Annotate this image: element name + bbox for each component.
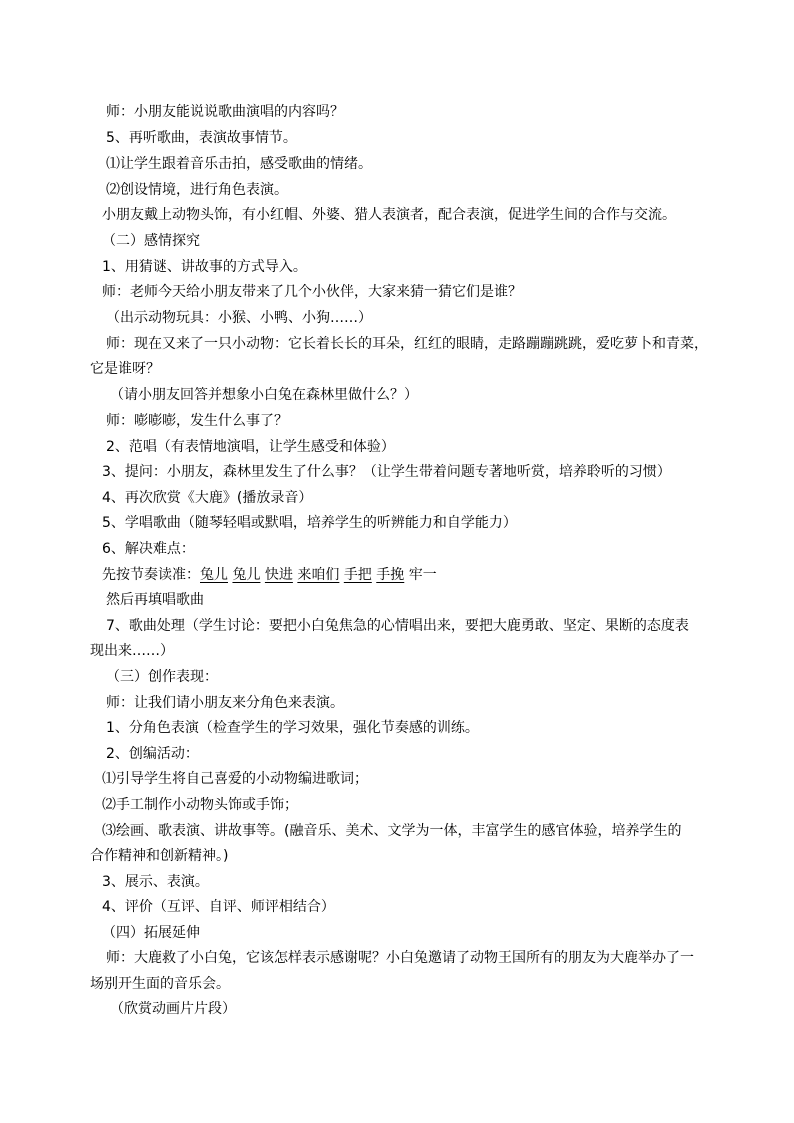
line-step-6-difficulty: 6、解决难点： xyxy=(102,541,195,557)
line-then-sing: 然后再填唱歌曲 xyxy=(106,592,204,608)
line-step-4-appreciate: 4、再次欣赏《大鹿》(播放录音） xyxy=(102,490,313,506)
line-step-5-listen xyxy=(106,128,297,148)
text: 5、再听歌曲，表演故事情节。 xyxy=(106,130,297,146)
line-create-3-cont: 合作精神和创新精神。) xyxy=(90,848,229,864)
line-step-7-cont: 现出来……） xyxy=(90,643,174,659)
line-teacher-riddle: 师：现在又来了一只小动物：它长着长长的耳朵，红红的眼睛，走路蹦蹦跳跳，爱吃萝卜和青菜， xyxy=(106,336,708,352)
line-rhythm-reading xyxy=(102,565,437,585)
rhythm-word: 手挽 xyxy=(376,567,405,583)
rhythm-word: 兔儿 xyxy=(232,567,261,583)
line-role-play: 小朋友戴上动物头饰，有小红帽、外婆、猎人表演者，配合表演，促进学生间的合作与交流。 xyxy=(102,207,676,223)
line-show-toys: （出示动物玩具：小猴、小鸭、小狗……） xyxy=(106,310,372,326)
line-step-5-learn: 5、学唱歌曲（随琴轻唱或默唱，培养学生的听辨能力和自学能力） xyxy=(102,515,517,531)
line-sub-2: ⑵创设情境，进行角色表演。 xyxy=(106,182,288,198)
section-heading-3: （三）创作表现： xyxy=(106,669,218,685)
line-teacher-question: 师：小朋友能说说歌曲演唱的内容吗？ xyxy=(106,104,344,120)
rhythm-word: 来咱们 xyxy=(297,567,340,583)
line-step-2-create: 2、创编活动： xyxy=(106,746,199,762)
rhythm-word: 手把 xyxy=(343,567,372,583)
rhythm-word: 兔儿 xyxy=(200,567,228,583)
line-teacher-roles: 师：让我们请小朋友来分角色来表演。 xyxy=(106,695,344,711)
line-step-7-process: 7、歌曲处理（学生讨论：要把小白兔焦急的心情唱出来，要把大鹿勇敢、坚定、果断的态度表 xyxy=(106,618,689,634)
line-create-1: ⑴引导学生将自己喜爱的小动物编进歌词； xyxy=(102,771,368,787)
rhythm-word: 牢一 xyxy=(408,567,437,583)
line-sub-1: ⑴让学生跟着音乐击拍，感受歌曲的情绪。 xyxy=(106,156,372,172)
line-watch-animation: （欣赏动画片片段） xyxy=(110,1001,236,1017)
line-teacher-concert-cont: 场别开生面的音乐会。 xyxy=(90,976,230,992)
line-teacher-sound: 师：嘭嘭嘭，发生什么事了？ xyxy=(106,413,288,429)
line-step-3-ask: 3、提问：小朋友，森林里发生了什么事？（让学生带着问题专著地听赏，培养聆听的习惯） xyxy=(102,464,671,480)
line-step-4-evaluate: 4、评价（互评、自评、师评相结合） xyxy=(102,899,335,915)
line-teacher-riddle-cont: 它是谁呀？ xyxy=(90,361,160,377)
line-create-2: ⑵手工制作小动物头饰或手饰； xyxy=(102,797,298,813)
rhythm-intro: 先按节奏读准： xyxy=(102,567,200,583)
section-heading-2: （二）感情探究 xyxy=(102,233,200,249)
line-step-1-roles: 1、分角色表演（检查学生的学习效果，强化节奏感的训练。 xyxy=(106,720,479,736)
section-heading-4: （四）拓展延伸 xyxy=(102,925,200,941)
line-teacher-intro: 师：老师今天给小朋友带来了几个小伙伴，大家来猜一猜它们是谁？ xyxy=(102,284,522,300)
line-step-3-show: 3、展示、表演。 xyxy=(102,874,209,890)
line-step-1-guess: 1、用猜谜、讲故事的方式导入。 xyxy=(102,259,307,275)
line-teacher-concert: 师：大鹿救了小白兔，它该怎样表示感谢呢？小白兔邀请了动物王国所有的朋友为大鹿举办了一 xyxy=(106,950,694,966)
line-step-2-demo: 2、范唱（有表情地演唱，让学生感受和体验） xyxy=(106,439,395,455)
rhythm-word: 快进 xyxy=(264,567,293,583)
line-create-3: ⑶绘画、歌表演、讲故事等。(融音乐、美术、文学为一体，丰富学生的感官体验，培养学生的 xyxy=(102,823,682,839)
line-answer-imagine: （请小朋友回答并想象小白兔在森林里做什么？） xyxy=(110,387,418,403)
